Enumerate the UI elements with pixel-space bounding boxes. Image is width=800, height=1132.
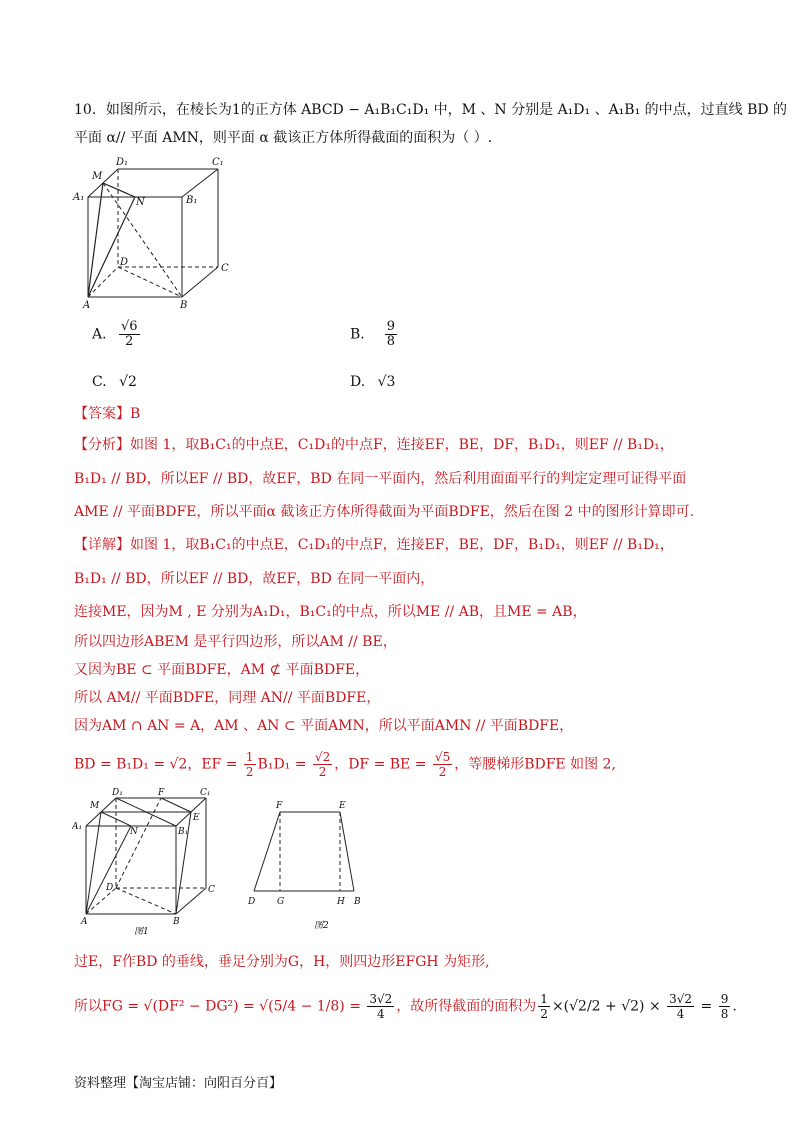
cube-figure-main <box>70 155 240 310</box>
option-a <box>92 320 142 349</box>
option-b <box>350 320 399 349</box>
detail-line-7: 因为AM ∩ AN = A，AM 、AN ⊂ 平面AMN，所以平面AMN // 平面BDFE， <box>74 718 574 734</box>
conc-l2-d: ，故所得截面的面积为 <box>396 998 537 1015</box>
fig1-label-C1: C₁ <box>200 788 211 798</box>
fig1-label-M: M <box>90 801 100 811</box>
conc-frac-fg-den: 4 <box>377 1007 385 1021</box>
fig2-label-G: G <box>277 897 285 907</box>
frac1-den: 2 <box>245 765 254 779</box>
conc-frac-result-num: 9 <box>720 992 729 1006</box>
detail-line-8 <box>74 750 730 779</box>
conc-frac-result-den: 8 <box>720 1007 729 1021</box>
fig1-label-A1: A₁ <box>72 822 83 832</box>
fig1-label-B: B <box>173 917 180 927</box>
fig1-label-N: N <box>130 827 138 837</box>
detail-l8-frac2 <box>313 750 332 779</box>
label-A: A <box>83 300 91 310</box>
option-c <box>92 374 137 390</box>
option-d-value: √3 <box>377 374 396 390</box>
option-c-label: C. <box>92 374 107 390</box>
fig2-label-E: E <box>339 801 346 811</box>
fig2-label-D: D <box>248 897 256 907</box>
label-N: N <box>136 197 145 208</box>
frac2-num: √2 <box>314 750 331 764</box>
frac1-num: 1 <box>245 750 254 764</box>
option-b-label: B． <box>350 326 375 343</box>
option-a-fraction <box>119 320 140 349</box>
analysis-line-2: B₁D₁ // BD，所以EF // BD，故EF，BD 在同一平面内，然后利用面面平行的判定定理可证得平面 <box>74 471 687 487</box>
option-d-label: D. <box>350 374 366 390</box>
fig1-label-F: F <box>158 788 165 798</box>
label-D1: D₁ <box>116 157 129 168</box>
fig2-label-B: B <box>354 897 361 907</box>
frac2-den: 2 <box>318 765 327 779</box>
label-C1: C₁ <box>212 157 224 168</box>
detail-l8-frac1 <box>244 750 256 779</box>
fig1-label-B1: B₁ <box>178 827 189 837</box>
detail-l8-g: ，DF = BE = <box>334 756 431 773</box>
detail-line-4: 所以四边形ABEM 是平行四边形，所以AM // BE， <box>74 634 397 650</box>
analysis-line-3: AME // 平面BDFE，所以平面α 截该正方体所得截面为平面BDFE，然后在图 2 中的图形计算即可. <box>74 504 695 520</box>
label-B: B <box>180 300 188 310</box>
frac3-den: 2 <box>438 765 447 779</box>
cube-figure-1 <box>72 786 227 936</box>
conc-frac-fg <box>367 992 394 1021</box>
label-B1: B₁ <box>186 195 198 206</box>
conc-l2-j: = <box>696 998 717 1015</box>
question-line-2: 平面 α// 平面 AMN，则平面 α 截该正方体所得截面的面积为（ ）. <box>74 130 493 146</box>
option-a-label: A. <box>92 326 107 343</box>
label-A1: A₁ <box>73 192 85 203</box>
question-line-1: 10．如图所示，在棱长为1的正方体 ABCD − A₁B₁C₁D₁ 中，M 、N 分别是 A₁D₁ 、A₁B₁ 的中点，过直线 BD 的 <box>74 102 788 118</box>
answer-line: 【答案】B <box>74 406 141 422</box>
conclusion-line-2 <box>74 992 737 1021</box>
fig1-label-C: C <box>208 885 215 895</box>
label-D: D <box>120 257 129 268</box>
conc-frac-result <box>719 992 731 1021</box>
conc-frac-h-num: 3√2 <box>669 992 693 1006</box>
conc-l2-a: 所以FG = √(DF² − DG²) = √(5/4 − 1/8) = <box>74 998 366 1015</box>
conc-l2-g: ×(√2/2 + √2) × <box>551 998 666 1015</box>
detail-line-2: B₁D₁ // BD，所以EF // BD，故EF，BD 在同一平面内， <box>74 571 435 587</box>
analysis-line-1: 【分析】如图 1，取B₁C₁的中点E，C₁D₁的中点F，连接EF，BE，DF，B₁D₁，则EF // B₁D₁， <box>74 437 674 453</box>
option-c-value: √2 <box>119 374 137 390</box>
fig2-label-H: H <box>337 897 345 907</box>
conclusion-line-1: 过E，F作BD 的垂线，垂足分别为G，H，则四边形EFGH 为矩形, <box>74 954 490 970</box>
footer-source: 资料整理【淘宝店铺：向阳百分百】 <box>74 1076 283 1091</box>
detail-line-1: 【详解】如图 1，取B₁C₁的中点E，C₁D₁的中点F，连接EF，BE，DF，B₁D₁，则EF // B₁D₁， <box>74 537 674 553</box>
label-C: C <box>221 263 229 274</box>
trapezoid-figure-2 <box>242 796 372 936</box>
detail-l8-d: B₁D₁ = <box>257 756 311 773</box>
detail-line-3: 连接ME，因为M , E 分别为A₁D₁，B₁C₁的中点，所以ME // AB，且ME = AB， <box>74 604 587 620</box>
detail-line-5: 又因为BE ⊂ 平面BDFE，AM ⊄ 平面BDFE， <box>74 662 370 678</box>
fig1-label-D: D <box>106 883 114 893</box>
option-b-numerator: 9 <box>386 319 396 334</box>
fig1-label-E: E <box>193 813 200 823</box>
fig1-caption: 图1 <box>134 927 149 936</box>
conc-frac-h <box>667 992 694 1021</box>
fig1-label-D1: D₁ <box>112 788 123 798</box>
conc-l2-m: . <box>732 998 737 1015</box>
detail-l8-a: BD = B₁D₁ = √2，EF = <box>74 756 242 773</box>
fig2-label-F: F <box>276 801 283 811</box>
conc-frac-h-den: 4 <box>676 1007 685 1021</box>
option-b-fraction <box>385 320 397 349</box>
conc-frac-half-den: 2 <box>540 1007 548 1021</box>
conc-frac-fg-num: 3√2 <box>369 992 393 1006</box>
detail-line-6: 所以 AM// 平面BDFE，同理 AN// 平面BDFE， <box>74 690 381 706</box>
option-b-denominator: 8 <box>386 334 396 349</box>
option-a-numerator: √6 <box>121 319 138 334</box>
fig1-label-A: A <box>81 917 88 927</box>
conc-frac-half-num: 1 <box>540 992 548 1006</box>
option-a-denominator: 2 <box>125 334 134 349</box>
detail-l8-j: ，等腰梯形BDFE 如图 2, <box>454 756 616 773</box>
label-M: M <box>92 171 103 182</box>
conc-frac-half <box>538 992 550 1021</box>
fig2-caption: 图2 <box>314 921 329 931</box>
option-d <box>350 374 395 390</box>
frac3-num: √5 <box>434 750 451 764</box>
detail-l8-frac3 <box>433 750 452 779</box>
